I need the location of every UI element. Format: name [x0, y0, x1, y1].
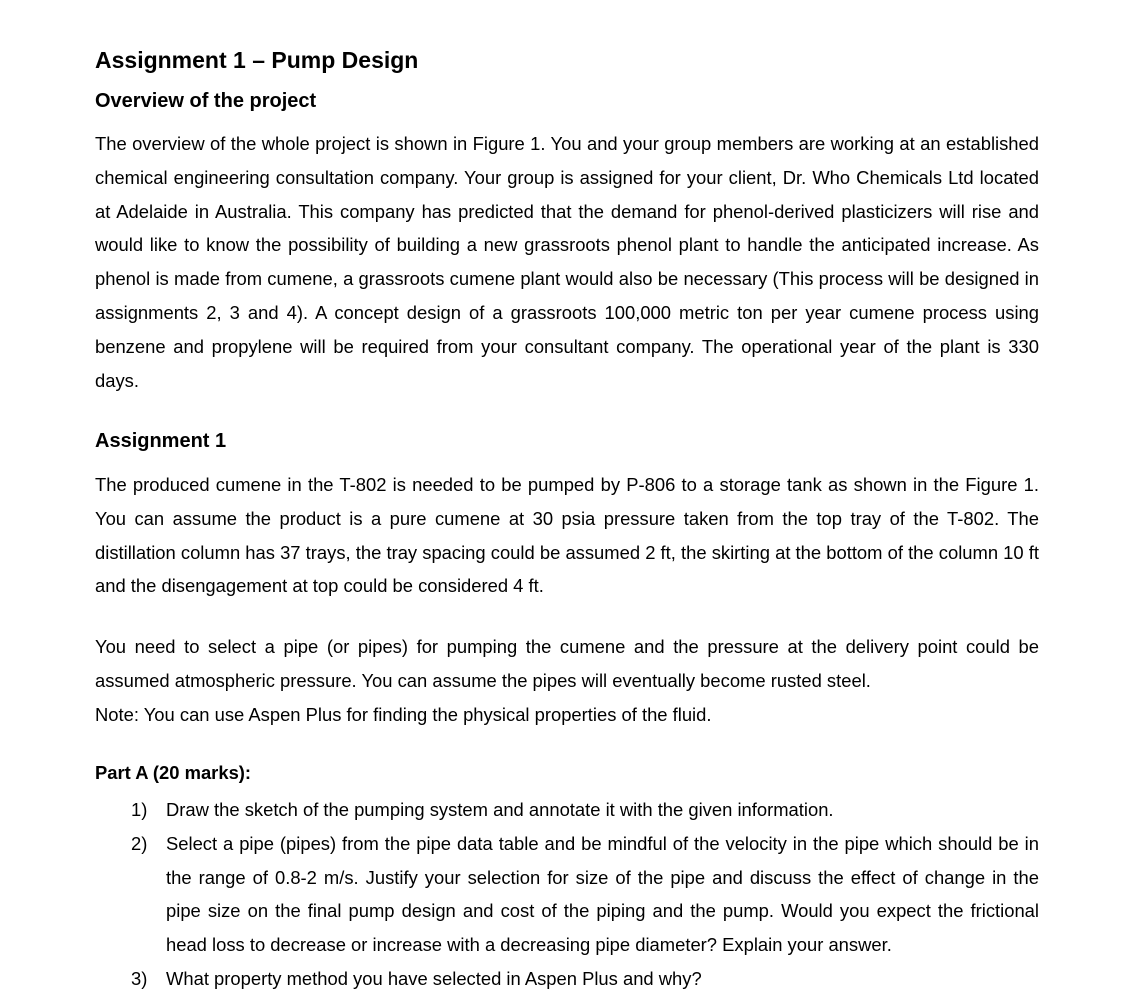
list-item-number: 3) [131, 967, 148, 989]
list-item [131, 962, 1039, 996]
list-item-text: Select a pipe (pipes) from the pipe data table and be mindful of the velocity in the pipe which should be in the range of 0.8-2 m/s. Justify your selection for size of the pipe and discuss the effect of change in the pipe size on the final pump design and cost of the piping and the pump. Would you expect the frictional head loss to decrease or increase with a decreasing pipe diameter? Explain your answer. [166, 832, 1039, 956]
overview-paragraph: The overview of the whole project is shown in Figure 1. You and your group members are working at an established chemical engineering consultation company. Your group is assigned for your client, Dr. Who Chemicals Ltd located at Adelaide in Australia. This company has predicted that the demand for phenol-derived plasticizers will rise and would like to know the possibility of building a new grassroots phenol plant to handle the anticipated increase. As phenol is made from cumene, a grassroots cumene plant would also be necessary (This process will be designed in assignments 2, 3 and 4). A concept design of a grassroots 100,000 metric ton per year cumene process using benzene and propylene will be required from your consultant company. The operational year of the plant is 330 days. [95, 133, 1039, 391]
list-item [131, 793, 1039, 827]
document-title: Assignment 1 – Pump Design [95, 47, 419, 73]
assignment-paragraph-2: You need to select a pipe (or pipes) for pumping the cumene and the pressure at the delivery point could be assumed atmospheric pressure. You can assume the pipes will eventually become rusted steel. [95, 636, 1039, 691]
list-item-number: 2) [131, 832, 148, 854]
part-a-heading: Part A (20 marks): [95, 762, 252, 783]
list-item [131, 827, 1039, 962]
list-item-text: What property method you have selected in Aspen Plus and why? [166, 967, 702, 989]
note-text: Note: You can use Aspen Plus for finding the physical properties of the fluid. [95, 704, 712, 725]
list-item-number: 1) [131, 799, 148, 820]
overview-heading: Overview of the project [95, 90, 317, 112]
assignment-paragraph-1: The produced cumene in the T-802 is needed to be pumped by P-806 to a storage tank as shown in the Figure 1. You can assume the product is a pure cumene at 30 psia pressure taken from the top tray of the T-802. The distillation column has 37 trays, the tray spacing could be assumed 2 ft, the skirting at the bottom of the column 10 ft and the disengagement at top could be considered 4 ft. [95, 474, 1039, 597]
list-item-text: Draw the sketch of the pumping system and annotate it with the given information. [166, 799, 834, 820]
assignment-heading: Assignment 1 [95, 430, 227, 452]
part-a-list [131, 793, 1039, 996]
